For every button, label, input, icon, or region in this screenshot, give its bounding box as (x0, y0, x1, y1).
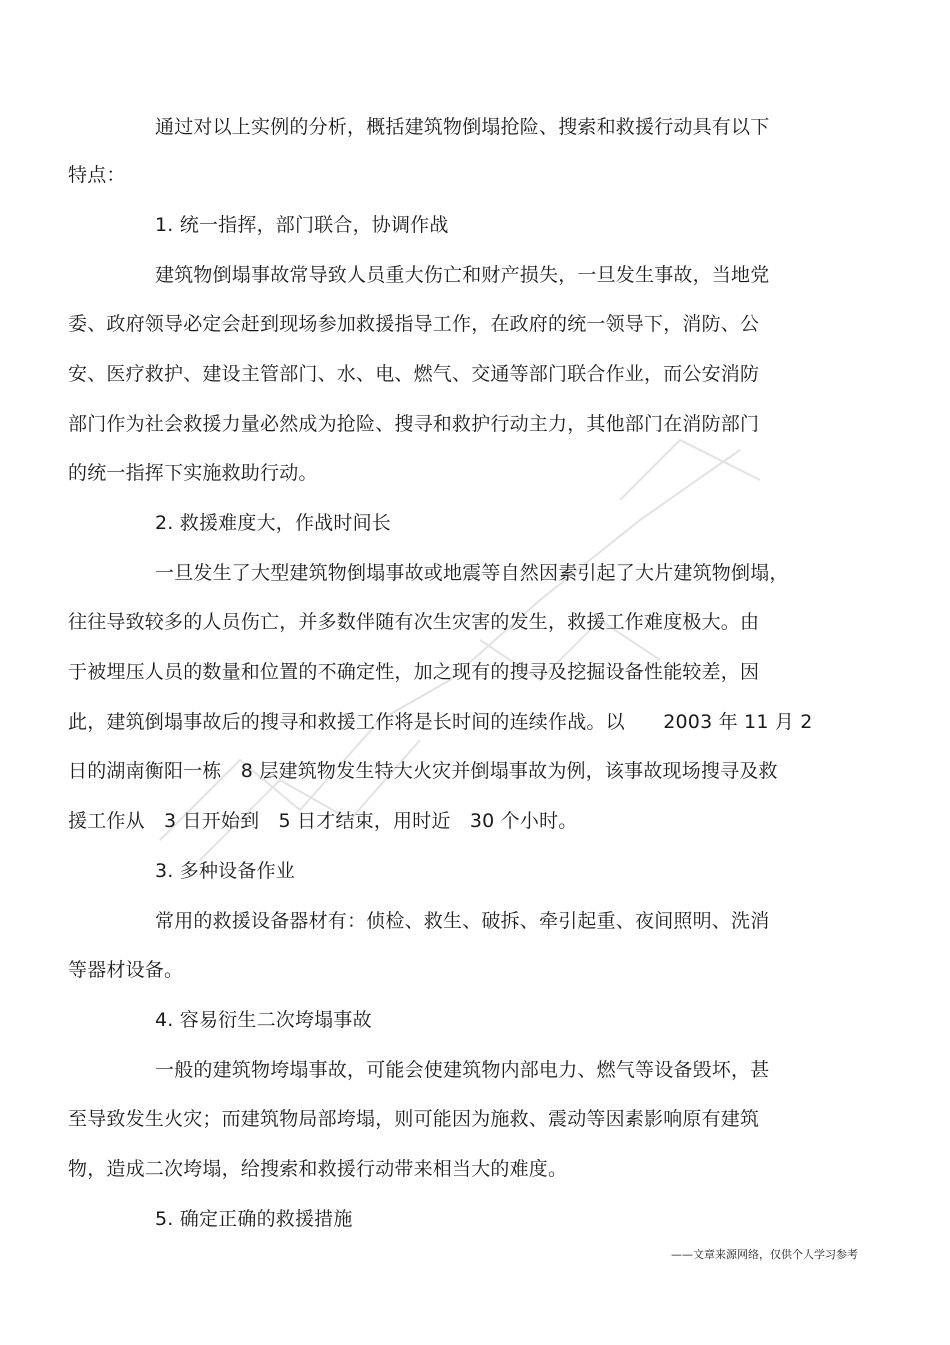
paragraph-5-line-1: 一般的建筑物垮塌事故，可能会使建筑物内部电力、燃气等设备毁坏，甚 (155, 1059, 770, 1081)
section-heading-2: 2. 救援难度大，作战时间长 (155, 512, 391, 534)
section-heading-4: 4. 容易衍生二次垮塌事故 (155, 1009, 372, 1031)
paragraph-2-line-1: 建筑物倒塌事故常导致人员重大伤亡和财产损失，一旦发生事故，当地党 (155, 264, 770, 286)
paragraph-3-line-4: 此，建筑倒塌事故后的搜寻和救援工作将是长时间的连续作战。以 2003 年 11 月 2 (68, 711, 813, 733)
paragraph-4-line-2: 等器材设备。 (68, 959, 184, 981)
paragraph-5-line-2: 至导致发生火灾；而建筑物局部垮塌，则可能因为施救、震动等因素影响原有建筑 (68, 1108, 760, 1130)
paragraph-5-line-3: 物，造成二次垮塌，给搜索和救援行动带来相当大的难度。 (68, 1158, 568, 1180)
section-heading-5: 5. 确定正确的救援措施 (155, 1208, 353, 1230)
section-heading-3: 3. 多种设备作业 (155, 860, 295, 882)
paragraph-1-line-2: 特点： (68, 164, 126, 186)
paragraph-2-line-4: 部门作为社会救援力量必然成为抢险、搜寻和救护行动主力，其他部门在消防部门 (68, 413, 760, 435)
paragraph-2-line-5: 的统一指挥下实施救助行动。 (68, 462, 318, 484)
paragraph-3-line-6: 援工作从 3 日开始到 5 日才结束，用时近 30 个小时。 (68, 810, 578, 832)
paragraph-2-line-2: 委、政府领导必定会赶到现场参加救援指导工作，在政府的统一领导下，消防、公 (68, 313, 760, 335)
paragraph-3-line-2: 往往导致较多的人员伤亡，并多数伴随有次生灾害的发生，救援工作难度极大。由 (68, 611, 760, 633)
paragraph-3-line-1: 一旦发生了大型建筑物倒塌事故或地震等自然因素引起了大片建筑物倒塌， (155, 562, 789, 584)
paragraph-3-line-5: 日的湖南衡阳一栋 8 层建筑物发生特大火灾并倒塌事故为例，该事故现场搜寻及救 (68, 760, 778, 782)
paragraph-1-line-1: 通过对以上实例的分析，概括建筑物倒塌抢险、搜索和救援行动具有以下 (155, 116, 770, 138)
paragraph-4-line-1: 常用的救援设备器材有：侦检、救生、破拆、牵引起重、夜间照明、洗消 (155, 910, 770, 932)
paragraph-3-line-3: 于被埋压人员的数量和位置的不确定性，加之现有的搜寻及挖掘设备性能较差，因 (68, 661, 760, 683)
section-heading-1: 1. 统一指挥，部门联合，协调作战 (155, 214, 449, 236)
paragraph-2-line-3: 安、医疗救护、建设主管部门、水、电、燃气、交通等部门联合作业，而公安消防 (68, 363, 760, 385)
source-note: ——文章来源网络，仅供个人学习参考 (671, 1248, 858, 1261)
